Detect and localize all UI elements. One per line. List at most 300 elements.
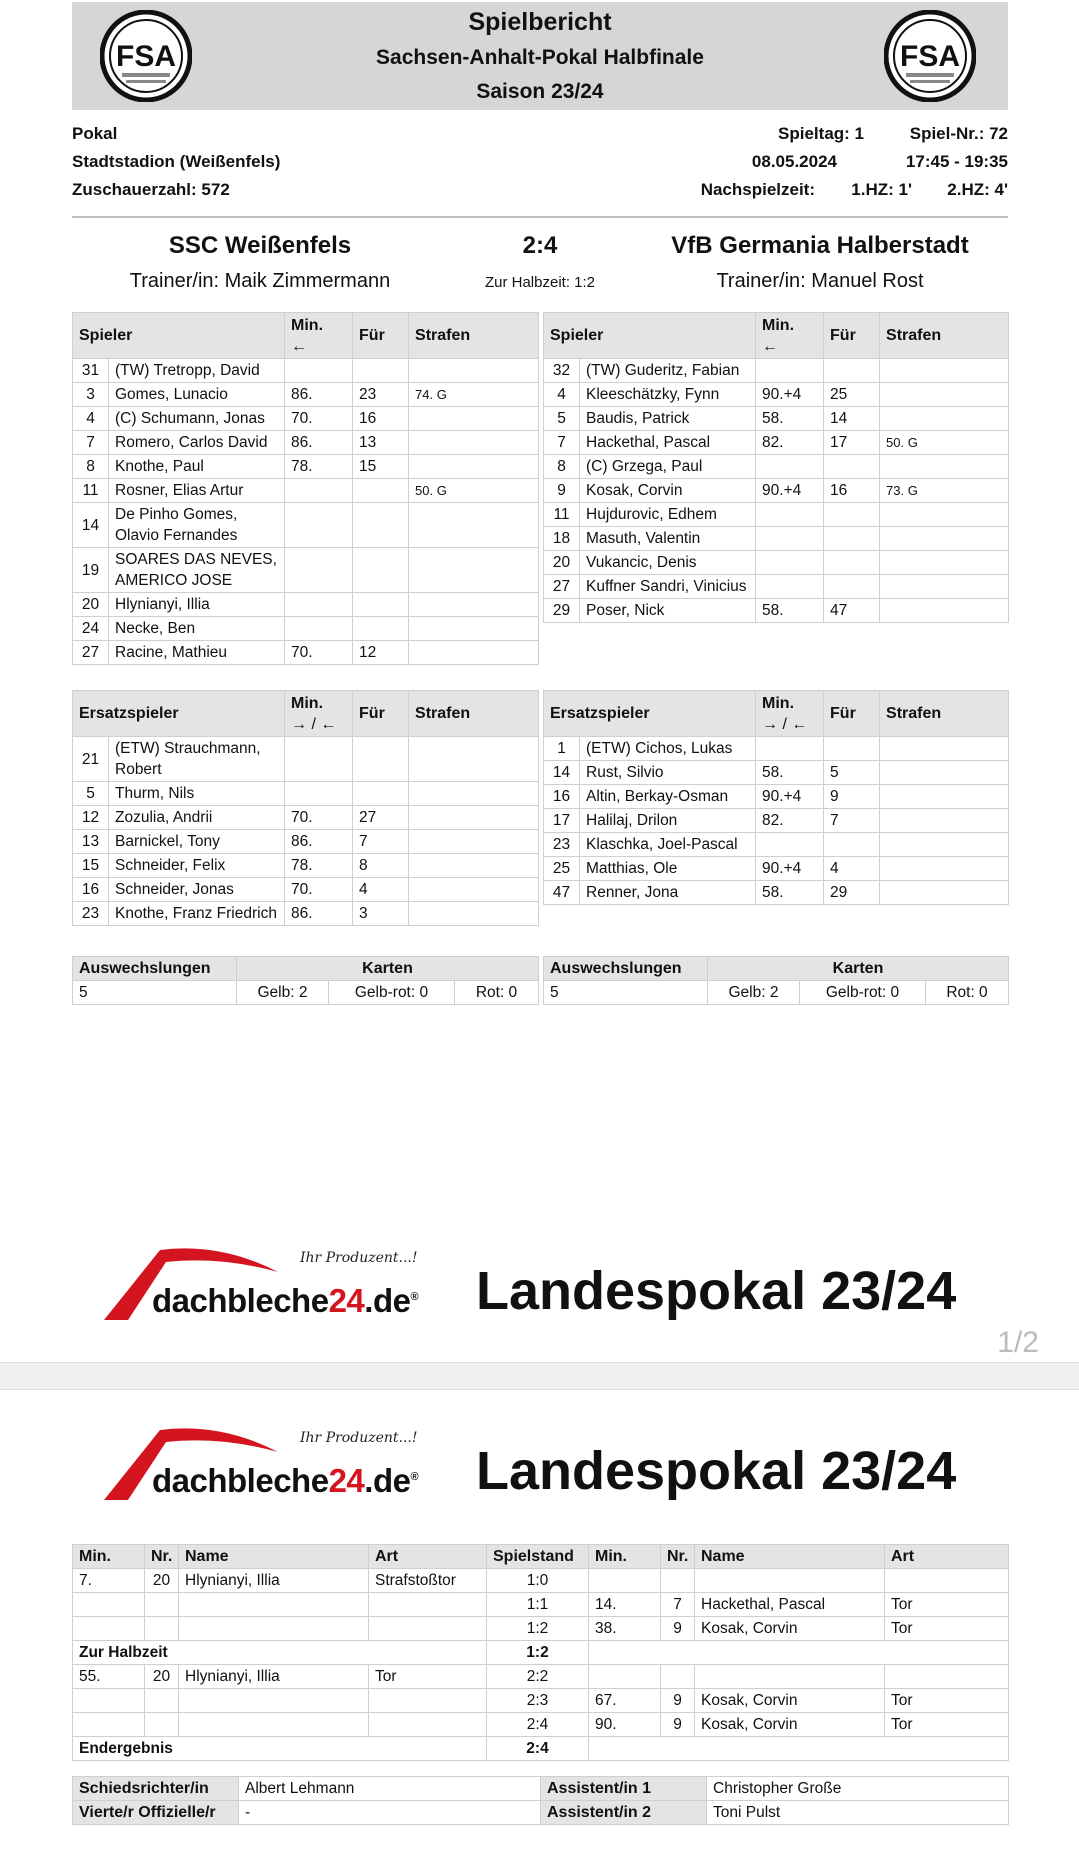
away-goal-number: 7 bbox=[661, 1593, 695, 1617]
away-yellowred: Gelb-rot: 0 bbox=[800, 981, 926, 1005]
player-name: (TW) Tretropp, David bbox=[109, 359, 285, 383]
away-goal-number bbox=[661, 1665, 695, 1689]
home-yellowred: Gelb-rot: 0 bbox=[329, 981, 455, 1005]
player-for bbox=[353, 782, 409, 806]
player-number: 29 bbox=[544, 599, 580, 623]
player-minute: 78. bbox=[285, 455, 353, 479]
home-goal-minute: 55. bbox=[73, 1665, 145, 1689]
player-minute bbox=[756, 833, 824, 857]
away-goal-number: 9 bbox=[661, 1713, 695, 1737]
player-minute: 70. bbox=[285, 806, 353, 830]
matchday: Spieltag: 1 bbox=[778, 124, 864, 143]
col-nr: Nr. bbox=[661, 1545, 695, 1569]
player-row bbox=[73, 737, 539, 782]
player-for bbox=[353, 737, 409, 782]
player-for: 25 bbox=[824, 383, 880, 407]
player-row bbox=[73, 383, 539, 407]
player-for: 47 bbox=[824, 599, 880, 623]
player-for: 3 bbox=[353, 902, 409, 926]
player-name: Thurm, Nils bbox=[109, 782, 285, 806]
player-penalty bbox=[880, 809, 1009, 833]
player-minute bbox=[285, 737, 353, 782]
player-minute: 58. bbox=[756, 881, 824, 905]
player-row bbox=[73, 503, 539, 548]
halftime-score: Zur Halbzeit: 1:2 bbox=[484, 274, 596, 291]
col-for: Für bbox=[353, 313, 409, 359]
home-goal-number bbox=[145, 1617, 179, 1641]
player-number: 23 bbox=[73, 902, 109, 926]
event-score: 1:2 bbox=[487, 1641, 589, 1665]
col-min: Min. bbox=[73, 1545, 145, 1569]
player-row bbox=[73, 455, 539, 479]
away-goal-scorer: Kosak, Corvin bbox=[695, 1689, 885, 1713]
player-number: 14 bbox=[544, 761, 580, 785]
player-penalty bbox=[880, 359, 1009, 383]
player-number: 15 bbox=[73, 854, 109, 878]
player-for: 17 bbox=[824, 431, 880, 455]
report-subtitle: Sachsen-Anhalt-Pokal Halbfinale bbox=[376, 46, 704, 69]
player-minute: 86. bbox=[285, 902, 353, 926]
home-goal-minute bbox=[73, 1617, 145, 1641]
player-minute bbox=[756, 551, 824, 575]
player-row bbox=[544, 359, 1009, 383]
player-row bbox=[544, 503, 1009, 527]
player-row bbox=[544, 809, 1009, 833]
player-penalty bbox=[409, 431, 539, 455]
home-goal-minute bbox=[73, 1689, 145, 1713]
player-for: 5 bbox=[824, 761, 880, 785]
player-number: 8 bbox=[544, 455, 580, 479]
player-number: 24 bbox=[73, 617, 109, 641]
player-minute bbox=[756, 503, 824, 527]
player-penalty bbox=[409, 902, 539, 926]
sponsor-banner bbox=[100, 1416, 1000, 1516]
page-number: 1/2 bbox=[997, 1326, 1039, 1359]
home-coach: Trainer/in: Maik Zimmermann bbox=[129, 270, 391, 292]
player-penalty: 74. G bbox=[409, 383, 539, 407]
player-for: 9 bbox=[824, 785, 880, 809]
away-goal-type: Tor bbox=[885, 1689, 1009, 1713]
player-number: 1 bbox=[544, 737, 580, 761]
away-goal-minute bbox=[589, 1569, 661, 1593]
player-minute bbox=[756, 455, 824, 479]
player-for bbox=[353, 479, 409, 503]
col-type: Art bbox=[885, 1545, 1009, 1569]
away-substitutes bbox=[544, 737, 1009, 905]
player-name: Rust, Silvio bbox=[580, 761, 756, 785]
player-row bbox=[544, 383, 1009, 407]
col-type: Art bbox=[369, 1545, 487, 1569]
goal-events-table bbox=[72, 1544, 1009, 1761]
home-subs-table bbox=[72, 690, 539, 926]
logo-text: FSA bbox=[116, 40, 176, 73]
player-number: 11 bbox=[73, 479, 109, 503]
away-goal-minute bbox=[589, 1665, 661, 1689]
event-row bbox=[73, 1665, 1009, 1689]
home-goal-type bbox=[369, 1689, 487, 1713]
player-for: 4 bbox=[353, 878, 409, 902]
player-name: (ETW) Cichos, Lukas bbox=[580, 737, 756, 761]
player-number: 4 bbox=[73, 407, 109, 431]
event-empty bbox=[589, 1641, 1009, 1665]
player-minute bbox=[756, 737, 824, 761]
home-goal-scorer: Hlynianyi, Illia bbox=[179, 1569, 369, 1593]
player-row bbox=[544, 737, 1009, 761]
player-for: 15 bbox=[353, 455, 409, 479]
home-goal-type: Tor bbox=[369, 1665, 487, 1689]
home-goal-type bbox=[369, 1713, 487, 1737]
col-name: Name bbox=[695, 1545, 885, 1569]
player-minute: 86. bbox=[285, 383, 353, 407]
attendance: Zuschauerzahl: 572 bbox=[72, 180, 230, 199]
player-row bbox=[544, 479, 1009, 503]
player-row bbox=[544, 833, 1009, 857]
summary-subs-header: Auswechslungen bbox=[544, 957, 708, 981]
player-number: 7 bbox=[544, 431, 580, 455]
event-row bbox=[73, 1569, 1009, 1593]
player-for bbox=[824, 575, 880, 599]
away-goal-scorer: Kosak, Corvin bbox=[695, 1713, 885, 1737]
player-penalty bbox=[409, 548, 539, 593]
player-penalty bbox=[409, 782, 539, 806]
away-goal-minute: 14. bbox=[589, 1593, 661, 1617]
event-score: 2:4 bbox=[487, 1713, 589, 1737]
player-row bbox=[73, 479, 539, 503]
player-name: Baudis, Patrick bbox=[580, 407, 756, 431]
col-min: Min. → / ← bbox=[285, 691, 353, 737]
player-name: (TW) Guderitz, Fabian bbox=[580, 359, 756, 383]
report-title: Spielbericht bbox=[468, 8, 612, 36]
player-row bbox=[544, 407, 1009, 431]
officials-table bbox=[72, 1776, 1009, 1825]
player-number: 4 bbox=[544, 383, 580, 407]
player-minute: 90.+4 bbox=[756, 479, 824, 503]
player-number: 7 bbox=[73, 431, 109, 455]
player-row bbox=[544, 527, 1009, 551]
venue: Stadtstadion (Weißenfels) bbox=[72, 152, 281, 171]
player-minute: 70. bbox=[285, 878, 353, 902]
away-goal-minute: 38. bbox=[589, 1617, 661, 1641]
away-goal-scorer: Kosak, Corvin bbox=[695, 1617, 885, 1641]
player-row bbox=[544, 881, 1009, 905]
player-penalty bbox=[880, 407, 1009, 431]
away-goal-type: Tor bbox=[885, 1617, 1009, 1641]
away-team: VfB Germania Halberstadt bbox=[671, 232, 969, 259]
col-penalties: Strafen bbox=[409, 313, 539, 359]
player-for: 12 bbox=[353, 641, 409, 665]
player-name: Schneider, Felix bbox=[109, 854, 285, 878]
summary-subs-header: Auswechslungen bbox=[73, 957, 237, 981]
away-goal-type bbox=[885, 1569, 1009, 1593]
away-lineup-table bbox=[543, 312, 1009, 623]
match-info bbox=[72, 124, 1008, 204]
player-number: 5 bbox=[544, 407, 580, 431]
player-for bbox=[824, 527, 880, 551]
player-name: (C) Grzega, Paul bbox=[580, 455, 756, 479]
player-penalty bbox=[409, 641, 539, 665]
home-yellow: Gelb: 2 bbox=[237, 981, 329, 1005]
player-for: 16 bbox=[353, 407, 409, 431]
player-row bbox=[73, 806, 539, 830]
player-number: 14 bbox=[73, 503, 109, 548]
player-for: 13 bbox=[353, 431, 409, 455]
player-minute bbox=[756, 527, 824, 551]
player-for bbox=[824, 833, 880, 857]
competition: Pokal bbox=[72, 124, 118, 143]
player-minute bbox=[756, 575, 824, 599]
player-row bbox=[544, 857, 1009, 881]
col-min: Min. bbox=[589, 1545, 661, 1569]
player-row bbox=[73, 854, 539, 878]
sponsor-tagline: Ihr Produzent...! bbox=[300, 1250, 418, 1266]
event-score: 2:2 bbox=[487, 1665, 589, 1689]
player-name: Hlynianyi, Illia bbox=[109, 593, 285, 617]
player-number: 19 bbox=[73, 548, 109, 593]
player-penalty bbox=[409, 830, 539, 854]
player-penalty bbox=[880, 383, 1009, 407]
player-name: De Pinho Gomes, Olavio Fernandes bbox=[109, 503, 285, 548]
player-number: 16 bbox=[544, 785, 580, 809]
player-number: 25 bbox=[544, 857, 580, 881]
player-for: 27 bbox=[353, 806, 409, 830]
event-row bbox=[73, 1641, 1009, 1665]
player-penalty bbox=[880, 551, 1009, 575]
home-goal-number bbox=[145, 1593, 179, 1617]
report-season: Saison 23/24 bbox=[476, 80, 604, 103]
sponsor-brand: dachbleche24.de® bbox=[152, 1282, 419, 1319]
assistant1-name: Christopher Große bbox=[707, 1777, 1009, 1801]
player-penalty bbox=[880, 737, 1009, 761]
player-for bbox=[824, 737, 880, 761]
player-row bbox=[544, 431, 1009, 455]
player-name: Masuth, Valentin bbox=[580, 527, 756, 551]
player-penalty bbox=[409, 503, 539, 548]
player-for bbox=[353, 548, 409, 593]
player-penalty bbox=[409, 854, 539, 878]
player-penalty bbox=[880, 455, 1009, 479]
home-goal-type: Strafstoßtor bbox=[369, 1569, 487, 1593]
home-goal-number bbox=[145, 1689, 179, 1713]
player-name: Altin, Berkay-Osman bbox=[580, 785, 756, 809]
fourth-official-label: Vierte/r Offizielle/r bbox=[73, 1801, 239, 1825]
home-summary-table bbox=[72, 956, 539, 1005]
away-players bbox=[544, 359, 1009, 623]
player-row bbox=[73, 548, 539, 593]
player-penalty bbox=[409, 593, 539, 617]
event-score: 1:1 bbox=[487, 1593, 589, 1617]
player-penalty bbox=[880, 575, 1009, 599]
player-number: 47 bbox=[544, 881, 580, 905]
home-goal-number: 20 bbox=[145, 1569, 179, 1593]
col-penalties: Strafen bbox=[880, 691, 1009, 737]
col-min: Min. → / ← bbox=[756, 691, 824, 737]
player-penalty bbox=[880, 857, 1009, 881]
home-goal-minute: 7. bbox=[73, 1569, 145, 1593]
player-penalty bbox=[409, 617, 539, 641]
banner-title: Landespokal 23/24 bbox=[476, 1261, 957, 1321]
col-min: Min. ← bbox=[285, 313, 353, 359]
player-number: 13 bbox=[73, 830, 109, 854]
page-break bbox=[0, 1362, 1079, 1390]
player-name: Halilaj, Drilon bbox=[580, 809, 756, 833]
home-goal-type bbox=[369, 1617, 487, 1641]
summary-cards-header: Karten bbox=[237, 957, 539, 981]
player-for bbox=[824, 503, 880, 527]
player-name: Gomes, Lunacio bbox=[109, 383, 285, 407]
player-for: 4 bbox=[824, 857, 880, 881]
col-for: Für bbox=[824, 691, 880, 737]
player-name: Romero, Carlos David bbox=[109, 431, 285, 455]
player-row bbox=[73, 359, 539, 383]
player-name: Racine, Mathieu bbox=[109, 641, 285, 665]
player-penalty bbox=[880, 761, 1009, 785]
player-number: 3 bbox=[73, 383, 109, 407]
home-substitutes bbox=[73, 737, 539, 926]
player-penalty: 73. G bbox=[880, 479, 1009, 503]
goal-events bbox=[73, 1569, 1009, 1761]
player-number: 9 bbox=[544, 479, 580, 503]
header-band bbox=[72, 2, 1008, 110]
banner-title: Landespokal 23/24 bbox=[476, 1441, 957, 1501]
col-for: Für bbox=[353, 691, 409, 737]
player-penalty bbox=[880, 785, 1009, 809]
player-for bbox=[824, 551, 880, 575]
event-row bbox=[73, 1593, 1009, 1617]
player-number: 20 bbox=[73, 593, 109, 617]
player-name: Barnickel, Tony bbox=[109, 830, 285, 854]
player-number: 5 bbox=[73, 782, 109, 806]
player-name: (C) Schumann, Jonas bbox=[109, 407, 285, 431]
event-score: 1:0 bbox=[487, 1569, 589, 1593]
col-for: Für bbox=[824, 313, 880, 359]
assistant2-name: Toni Pulst bbox=[707, 1801, 1009, 1825]
player-minute: 70. bbox=[285, 641, 353, 665]
player-for bbox=[824, 359, 880, 383]
event-row bbox=[73, 1617, 1009, 1641]
sponsor-brand: dachbleche24.de® bbox=[152, 1462, 419, 1499]
away-goal-minute: 67. bbox=[589, 1689, 661, 1713]
player-number: 18 bbox=[544, 527, 580, 551]
home-players bbox=[73, 359, 539, 665]
player-row bbox=[73, 593, 539, 617]
player-for: 7 bbox=[353, 830, 409, 854]
player-number: 23 bbox=[544, 833, 580, 857]
sponsor-tagline: Ihr Produzent...! bbox=[300, 1430, 418, 1446]
fourth-official-name: - bbox=[239, 1801, 541, 1825]
col-penalties: Strafen bbox=[409, 691, 539, 737]
away-goal-type: Tor bbox=[885, 1713, 1009, 1737]
player-number: 17 bbox=[544, 809, 580, 833]
home-red: Rot: 0 bbox=[455, 981, 539, 1005]
event-score: 2:4 bbox=[487, 1737, 589, 1761]
player-row bbox=[73, 431, 539, 455]
col-penalties: Strafen bbox=[880, 313, 1009, 359]
away-goal-type: Tor bbox=[885, 1593, 1009, 1617]
event-score: 1:2 bbox=[487, 1617, 589, 1641]
player-row bbox=[544, 599, 1009, 623]
player-number: 31 bbox=[73, 359, 109, 383]
player-number: 8 bbox=[73, 455, 109, 479]
player-for: 8 bbox=[353, 854, 409, 878]
player-name: Necke, Ben bbox=[109, 617, 285, 641]
event-empty bbox=[589, 1737, 1009, 1761]
referee-label: Schiedsrichter/in bbox=[73, 1777, 239, 1801]
col-subs: Ersatzspieler bbox=[73, 691, 285, 737]
divider-line bbox=[72, 216, 1008, 218]
player-penalty bbox=[409, 407, 539, 431]
player-row bbox=[73, 641, 539, 665]
away-goal-number: 9 bbox=[661, 1689, 695, 1713]
player-minute: 90.+4 bbox=[756, 383, 824, 407]
player-minute bbox=[285, 617, 353, 641]
event-score: 2:3 bbox=[487, 1689, 589, 1713]
player-row bbox=[544, 551, 1009, 575]
event-row bbox=[73, 1713, 1009, 1737]
match-number: Spiel-Nr.: 72 bbox=[909, 124, 1008, 143]
player-penalty bbox=[880, 881, 1009, 905]
player-minute: 82. bbox=[756, 809, 824, 833]
player-number: 27 bbox=[73, 641, 109, 665]
player-name: Knothe, Paul bbox=[109, 455, 285, 479]
player-name: SOARES DAS NEVES, AMERICO JOSE bbox=[109, 548, 285, 593]
player-row bbox=[73, 878, 539, 902]
player-penalty bbox=[880, 503, 1009, 527]
player-row bbox=[544, 761, 1009, 785]
player-penalty bbox=[409, 737, 539, 782]
home-goal-scorer bbox=[179, 1689, 369, 1713]
player-number: 16 bbox=[73, 878, 109, 902]
referee-name: Albert Lehmann bbox=[239, 1777, 541, 1801]
player-minute bbox=[285, 548, 353, 593]
player-name: Schneider, Jonas bbox=[109, 878, 285, 902]
player-name: Knothe, Franz Friedrich bbox=[109, 902, 285, 926]
player-for: 29 bbox=[824, 881, 880, 905]
player-name: Kleeschätzky, Fynn bbox=[580, 383, 756, 407]
away-goal-type bbox=[885, 1665, 1009, 1689]
home-sub-count: 5 bbox=[73, 981, 237, 1005]
player-for: 23 bbox=[353, 383, 409, 407]
away-subs-table bbox=[543, 690, 1009, 905]
scoreline bbox=[72, 232, 1008, 302]
home-goal-number bbox=[145, 1713, 179, 1737]
away-goal-scorer bbox=[695, 1569, 885, 1593]
match-time: 17:45 - 19:35 bbox=[905, 152, 1008, 171]
player-name: Kuffner Sandri, Vinicius bbox=[580, 575, 756, 599]
player-number: 12 bbox=[73, 806, 109, 830]
player-for bbox=[353, 617, 409, 641]
player-minute bbox=[285, 359, 353, 383]
player-row bbox=[73, 782, 539, 806]
col-score: Spielstand bbox=[487, 1545, 589, 1569]
final-score: 2:4 bbox=[522, 232, 558, 259]
player-for: 16 bbox=[824, 479, 880, 503]
event-label: Zur Halbzeit bbox=[73, 1641, 487, 1665]
player-minute: 58. bbox=[756, 599, 824, 623]
home-goal-minute bbox=[73, 1593, 145, 1617]
player-for bbox=[824, 455, 880, 479]
away-red: Rot: 0 bbox=[926, 981, 1009, 1005]
player-minute: 90.+4 bbox=[756, 785, 824, 809]
player-name: Poser, Nick bbox=[580, 599, 756, 623]
col-nr: Nr. bbox=[145, 1545, 179, 1569]
player-minute bbox=[285, 782, 353, 806]
col-subs: Ersatzspieler bbox=[544, 691, 756, 737]
player-number: 20 bbox=[544, 551, 580, 575]
home-goal-number: 20 bbox=[145, 1665, 179, 1689]
player-penalty bbox=[409, 878, 539, 902]
player-row bbox=[544, 785, 1009, 809]
player-minute: 86. bbox=[285, 431, 353, 455]
